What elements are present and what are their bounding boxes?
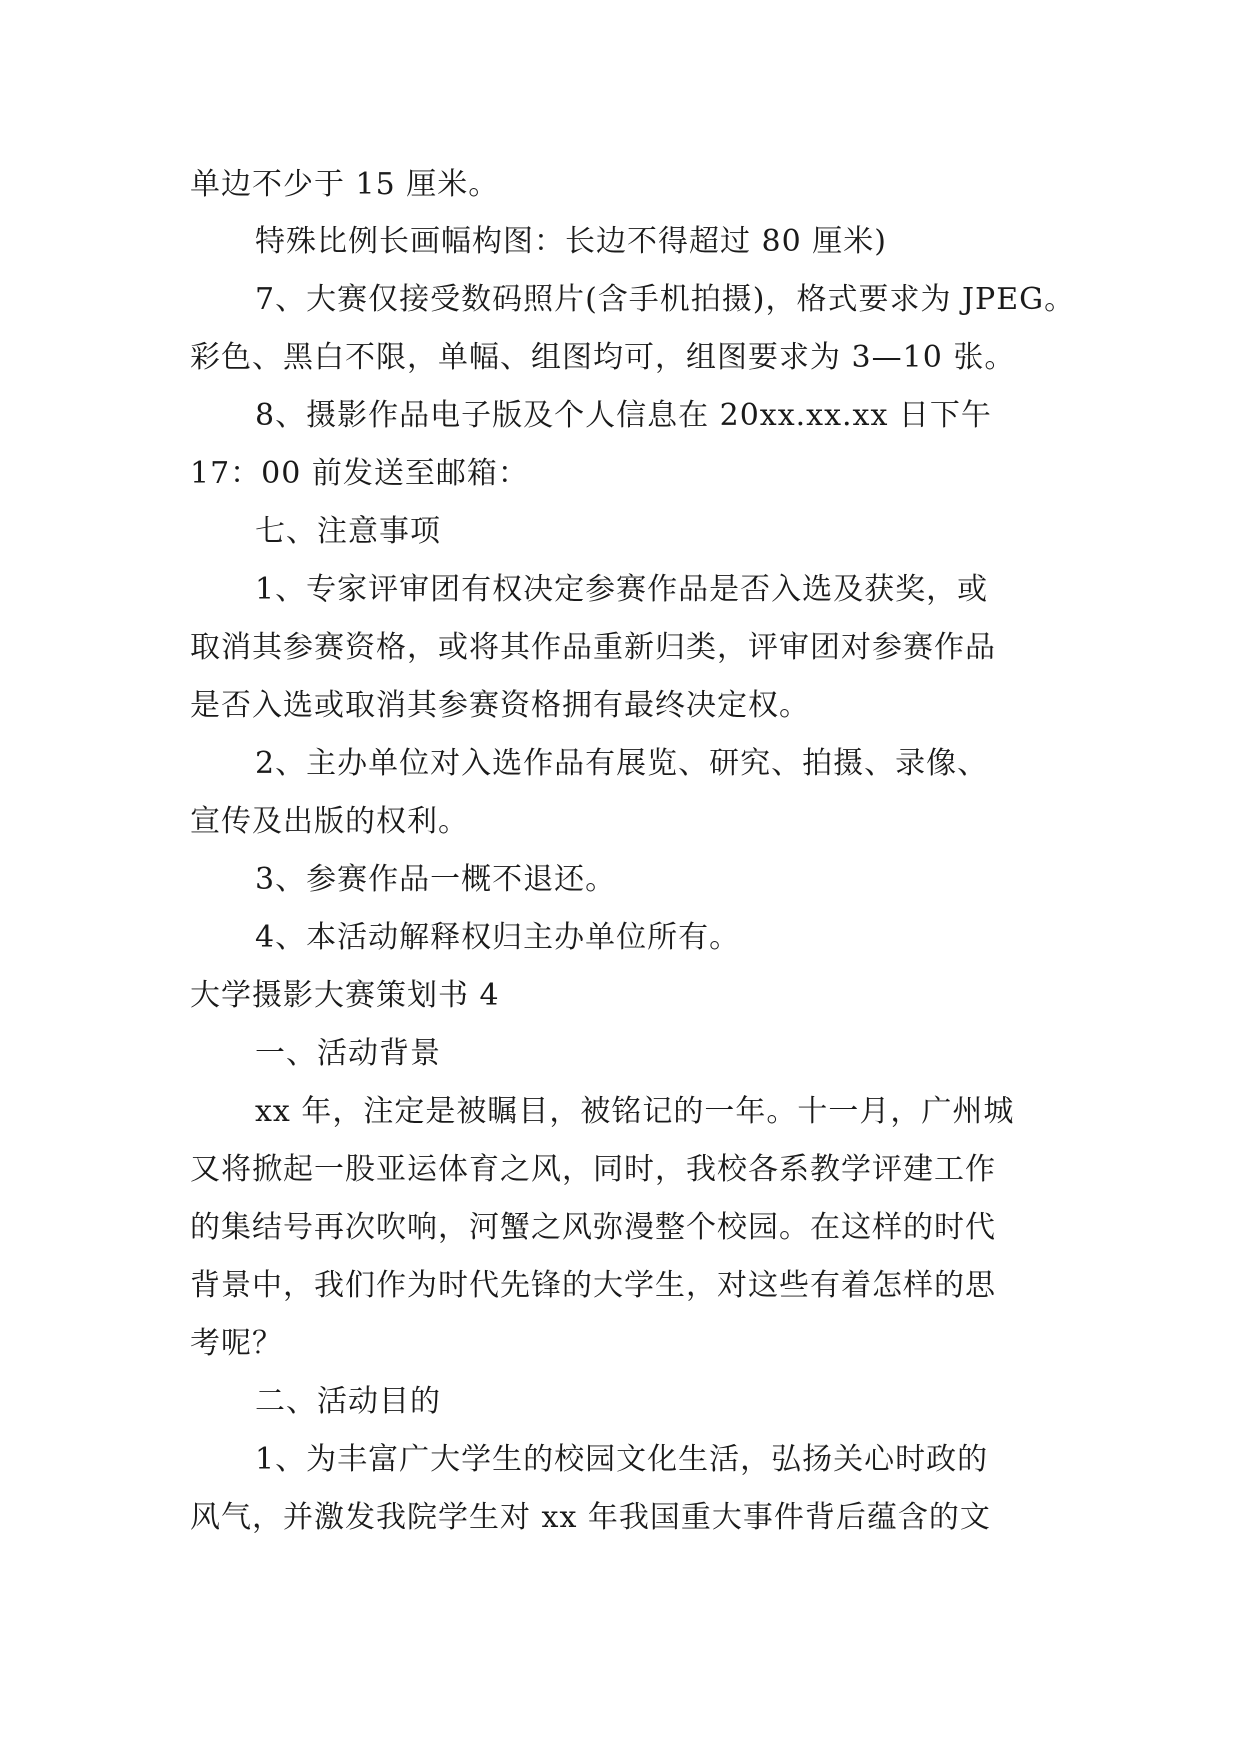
text-line: 1、专家评审团有权决定参赛作品是否入选及获奖，或 — [255, 572, 989, 607]
text-line: 取消其参赛资格，或将其作品重新归类，评审团对参赛作品 — [190, 630, 996, 665]
text-line: 是否入选或取消其参赛资格拥有最终决定权。 — [190, 688, 810, 723]
text-line: 3、参赛作品一概不退还。 — [255, 862, 617, 897]
document-title: 大学摄影大赛策划书 4 — [190, 978, 500, 1013]
text-line: 风气，并激发我院学生对 xx 年我国重大事件背后蕴含的文 — [190, 1500, 991, 1535]
text-line: 2、主办单位对入选作品有展览、研究、拍摄、录像、 — [255, 746, 989, 781]
section-heading-purpose: 二、活动目的 — [255, 1384, 441, 1419]
text-line: 背景中，我们作为时代先锋的大学生，对这些有着怎样的思 — [190, 1268, 996, 1303]
text-line: 7、大赛仅接受数码照片(含手机拍摄)，格式要求为 JPEG。 — [255, 282, 1076, 317]
text-line: 又将掀起一股亚运体育之风，同时，我校各系教学评建工作 — [190, 1152, 996, 1187]
text-line: 17：00 前发送至邮箱： — [190, 456, 529, 491]
text-line: 考呢？ — [190, 1326, 283, 1361]
text-line: xx 年，注定是被瞩目，被铭记的一年。十一月，广州城 — [255, 1094, 1015, 1129]
text-line: 单边不少于 15 厘米。 — [190, 167, 500, 202]
text-line: 彩色、黑白不限，单幅、组图均可，组图要求为 3—10 张。 — [190, 340, 1016, 375]
text-line: 的集结号再次吹响，河蟹之风弥漫整个校园。在这样的时代 — [190, 1210, 996, 1245]
text-line: 特殊比例长画幅构图：长边不得超过 80 厘米) — [255, 224, 887, 259]
text-line: 8、摄影作品电子版及个人信息在 20xx.xx.xx 日下午 — [255, 398, 992, 433]
text-line: 宣传及出版的权利。 — [190, 804, 469, 839]
section-heading-notes: 七、注意事项 — [255, 514, 441, 549]
section-heading-background: 一、活动背景 — [255, 1036, 441, 1071]
text-line: 4、本活动解释权归主办单位所有。 — [255, 920, 741, 955]
text-line: 1、为丰富广大学生的校园文化生活，弘扬关心时政的 — [255, 1442, 989, 1477]
